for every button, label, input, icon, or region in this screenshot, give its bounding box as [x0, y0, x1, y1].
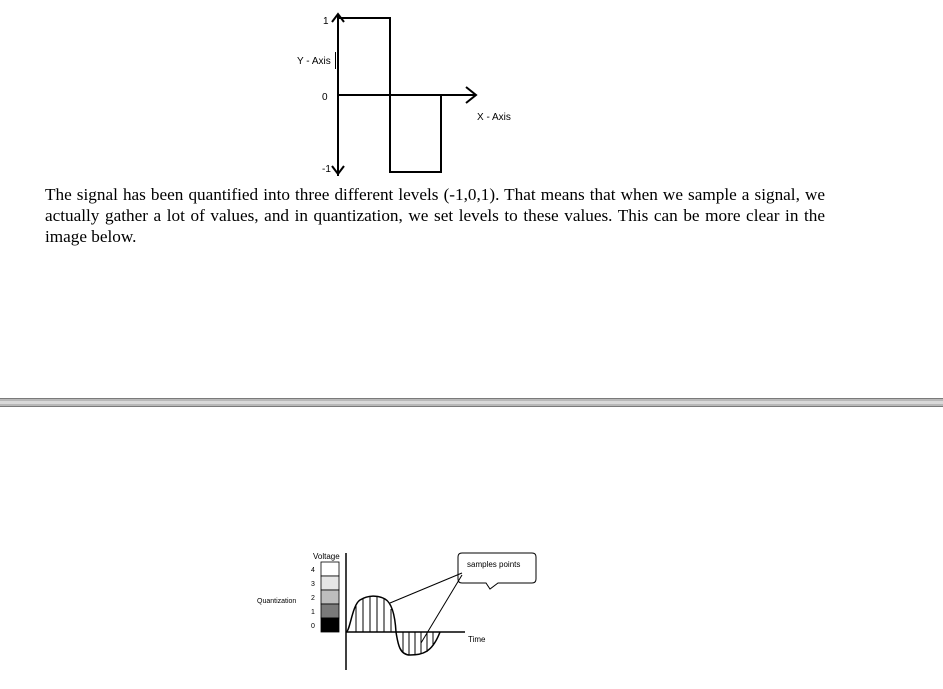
- samples-callout-bubble: [458, 553, 536, 589]
- level-block-0: [321, 618, 339, 632]
- tick-label-top: 1: [323, 16, 329, 27]
- page-separator: [0, 398, 943, 407]
- level-number-1: 1: [311, 609, 315, 616]
- level-number-3: 3: [311, 581, 315, 588]
- level-number-2: 2: [311, 595, 315, 602]
- callout-pointer-1: [390, 573, 462, 603]
- square-wave-figure: [280, 8, 540, 183]
- level-numbers: [311, 567, 315, 630]
- level-block-2: [321, 590, 339, 604]
- level-block-1: [321, 604, 339, 618]
- time-label: Time: [468, 635, 486, 644]
- analog-waveform: [346, 596, 440, 655]
- cut-off-text-line: [0, 0, 260, 4]
- voltage-label: Voltage: [313, 552, 340, 561]
- x-axis-label: X - Axis: [477, 112, 511, 123]
- y-axis-label-divider: [335, 52, 336, 69]
- callout-pointer-2: [421, 575, 462, 643]
- level-color-bar: [321, 562, 339, 632]
- level-block-4: [321, 562, 339, 576]
- tick-label-bottom: -1: [322, 164, 331, 175]
- samples-points-label: samples points: [467, 560, 521, 569]
- quantization-figure: [250, 545, 550, 680]
- level-number-0: 0: [311, 623, 315, 630]
- level-number-4: 4: [311, 567, 315, 574]
- y-axis-label: Y - Axis: [297, 56, 331, 67]
- quantization-label: Quantization: [257, 598, 297, 605]
- tick-label-zero: 0: [322, 92, 328, 103]
- level-block-3: [321, 576, 339, 590]
- body-paragraph: The signal has been quantified into three different levels (-1,0,1). That means that when we sample a signal, we actually gather a lot of values, and in quantization, we set levels to these values. This can be more clear in the image below.: [45, 185, 825, 246]
- sample-lines: [356, 597, 433, 655]
